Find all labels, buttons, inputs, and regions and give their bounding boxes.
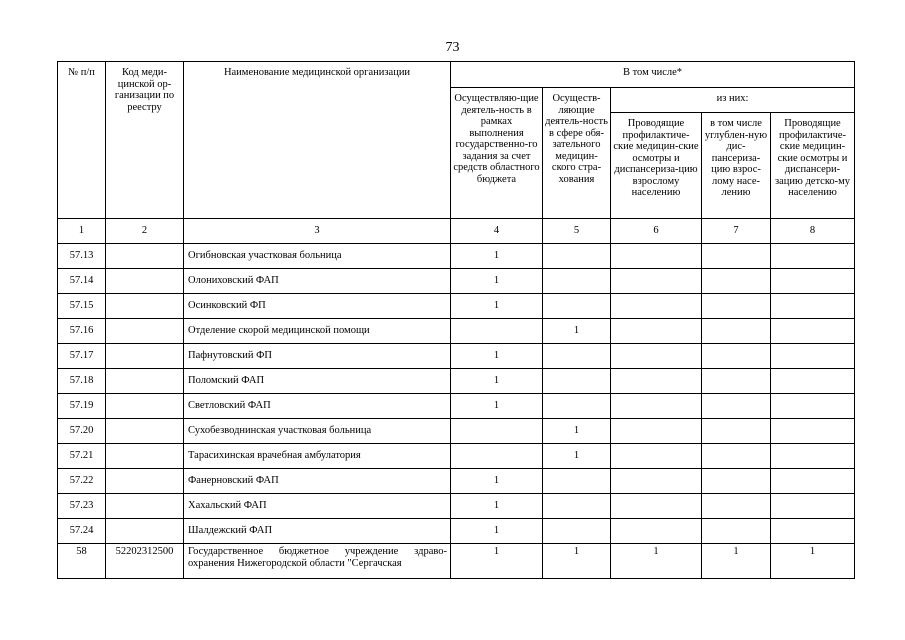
table-row [58,469,855,494]
row-number: 57.19 [58,394,106,419]
row-col5 [543,519,611,544]
row-col6 [611,294,702,319]
row-code [106,444,184,469]
row-number: 57.20 [58,419,106,444]
row-code: 52202312500 [106,544,184,579]
row-number: 57.22 [58,469,106,494]
row-col6: 1 [611,544,702,579]
row-col7: 1 [702,544,771,579]
row-org-name: Осинковский ФП [184,294,451,319]
row-col4: 1 [451,244,543,269]
row-col7 [702,469,771,494]
row-col4 [451,444,543,469]
row-col6 [611,269,702,294]
medical-organizations-table [57,61,855,579]
header-col-oms: Осуществ-ляющие деятель-ность в сфере обя-зательного медицин-ского стра-хования [543,88,611,219]
table-row [58,344,855,369]
row-col5: 1 [543,419,611,444]
row-col8 [771,369,855,394]
row-code [106,269,184,294]
row-col7 [702,419,771,444]
row-number: 57.16 [58,319,106,344]
row-col4: 1 [451,519,543,544]
row-number: 57.23 [58,494,106,519]
row-col4: 1 [451,394,543,419]
header-col-name: Наименование медицинской организации [184,62,451,219]
header-col-child-checkups: Проводящие профилактиче-ские медицин-ские осмотры и диспансери-зацию детско-му населению [771,113,855,219]
row-col8 [771,244,855,269]
row-org-name: Сухобезводнинская участковая больница [184,419,451,444]
column-number: 5 [543,219,611,244]
row-col4: 1 [451,344,543,369]
header-col-number: № п/п [58,62,106,219]
row-col7 [702,244,771,269]
row-col5 [543,369,611,394]
row-number: 57.13 [58,244,106,269]
header-group-including: В том числе* [451,62,855,88]
row-col5 [543,269,611,294]
table-row [58,394,855,419]
row-col6 [611,394,702,419]
row-code [106,394,184,419]
table-row [58,369,855,394]
row-col7 [702,294,771,319]
row-col8 [771,469,855,494]
page-number: 73 [445,40,460,55]
row-col8 [771,494,855,519]
column-number: 6 [611,219,702,244]
row-code [106,319,184,344]
row-number: 57.17 [58,344,106,369]
column-number: 4 [451,219,543,244]
row-col8: 1 [771,544,855,579]
column-number: 8 [771,219,855,244]
row-col4 [451,419,543,444]
row-col4: 1 [451,294,543,319]
table-row [58,419,855,444]
row-code [106,469,184,494]
row-col8 [771,294,855,319]
row-code [106,519,184,544]
row-org-name: Олониховский ФАП [184,269,451,294]
row-code [106,294,184,319]
header-col-deep-dispensary: в том числе углублен-ную дис-пансериза-цию взрос-лому насе-лению [702,113,771,219]
row-col6 [611,469,702,494]
row-col8 [771,444,855,469]
header-col-adult-checkups: Проводящие профилактиче-ские медицин-ские осмотры и диспансериза-цию взрослому населению [611,113,702,219]
row-col7 [702,344,771,369]
row-col5 [543,494,611,519]
table-row [58,319,855,344]
row-col5 [543,294,611,319]
row-col6 [611,319,702,344]
row-col6 [611,369,702,394]
row-col7 [702,444,771,469]
row-col8 [771,394,855,419]
row-org-name: Хахальский ФАП [184,494,451,519]
row-col8 [771,344,855,369]
header-col-code: Код меди-цинской ор-ганизации по реестру [106,62,184,219]
row-col8 [771,419,855,444]
row-col7 [702,519,771,544]
row-col6 [611,444,702,469]
row-number: 57.15 [58,294,106,319]
row-number: 57.24 [58,519,106,544]
row-code [106,344,184,369]
row-col4: 1 [451,494,543,519]
row-col4: 1 [451,469,543,494]
row-org-name: Отделение скорой медицинской помощи [184,319,451,344]
header-subgroup-of-them: из них: [611,88,855,113]
row-col6 [611,244,702,269]
table-row [58,269,855,294]
row-col6 [611,519,702,544]
table-row [58,294,855,319]
row-code [106,244,184,269]
row-col8 [771,519,855,544]
row-col5: 1 [543,544,611,579]
row-col5 [543,344,611,369]
row-org-name: Фанерновский ФАП [184,469,451,494]
column-number: 1 [58,219,106,244]
row-col7 [702,269,771,294]
table-row [58,519,855,544]
row-col5: 1 [543,444,611,469]
table-row [58,544,855,579]
table-row [58,494,855,519]
row-col5: 1 [543,319,611,344]
row-col7 [702,369,771,394]
table-row [58,244,855,269]
row-col8 [771,269,855,294]
row-col4 [451,319,543,344]
row-col8 [771,319,855,344]
column-numbers-row [58,219,855,244]
row-org-name: Светловский ФАП [184,394,451,419]
row-col5 [543,244,611,269]
row-col6 [611,419,702,444]
row-number: 57.14 [58,269,106,294]
row-org-name: Шалдежский ФАП [184,519,451,544]
row-org-name: Поломский ФАП [184,369,451,394]
row-col5 [543,394,611,419]
row-col5 [543,469,611,494]
row-col4: 1 [451,269,543,294]
table-row [58,444,855,469]
column-number: 7 [702,219,771,244]
header-col-state-budget: Осуществляю-щие деятель-ность в рамках выполнения государственно-го задания за счет средств областного бюджета [451,88,543,219]
row-org-name: Огибновская участковая больница [184,244,451,269]
row-code [106,369,184,394]
row-col7 [702,494,771,519]
row-col6 [611,344,702,369]
row-col4: 1 [451,544,543,579]
row-number: 57.18 [58,369,106,394]
row-code [106,494,184,519]
column-number: 2 [106,219,184,244]
row-col7 [702,319,771,344]
row-code [106,419,184,444]
row-col6 [611,494,702,519]
row-number: 57.21 [58,444,106,469]
row-col4: 1 [451,369,543,394]
row-number: 58 [58,544,106,579]
row-col7 [702,394,771,419]
column-number: 3 [184,219,451,244]
row-org-name: Государственное бюджетное учреждение здраво-охранения Нижегородской области "Сергачская [184,544,451,579]
row-org-name: Тарасихинская врачебная амбулатория [184,444,451,469]
row-org-name: Пафнутовский ФП [184,344,451,369]
